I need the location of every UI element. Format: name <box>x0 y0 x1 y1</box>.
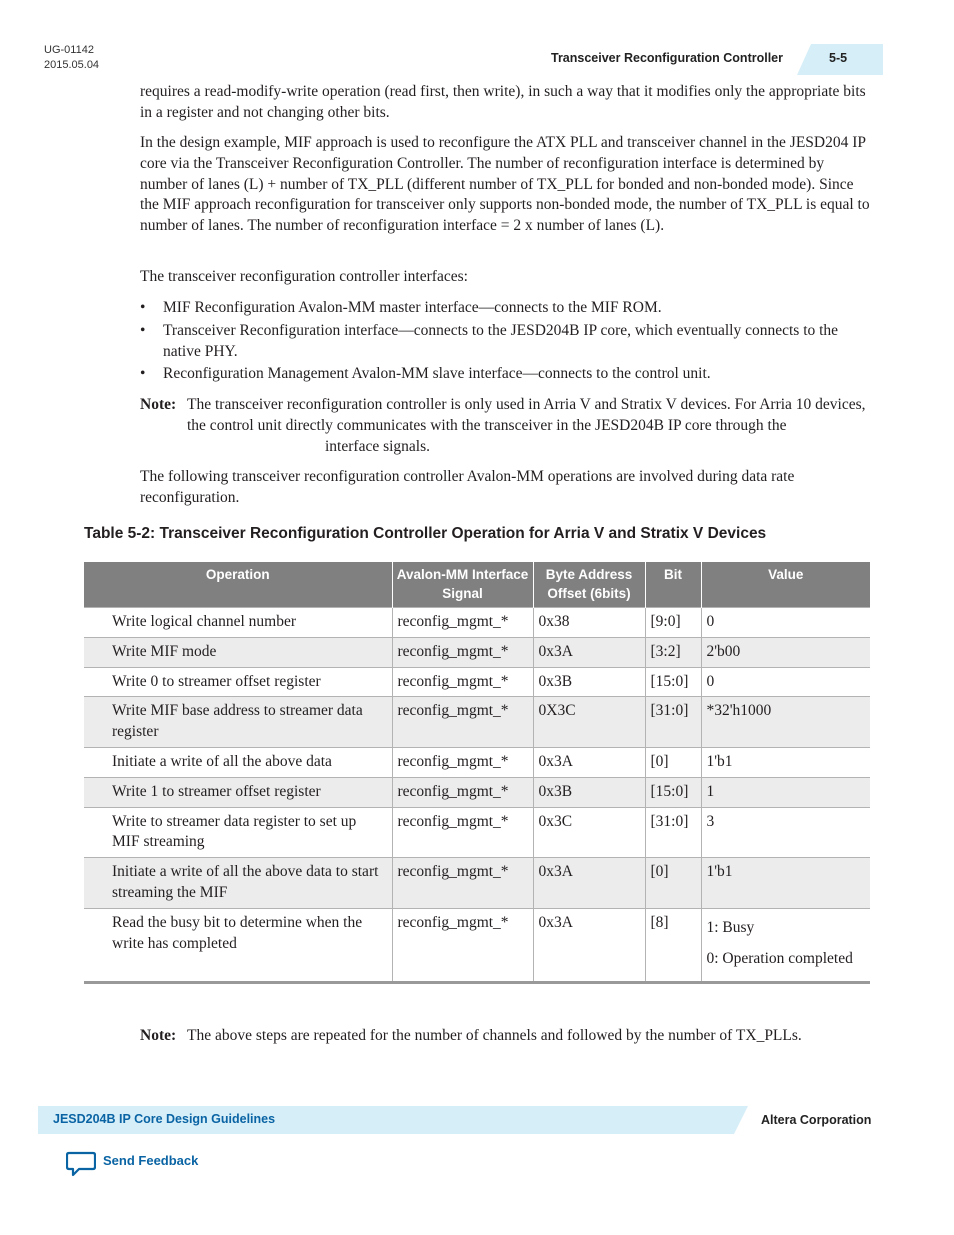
note-2 <box>140 1026 872 1047</box>
cell-operation: Write to streamer data register to set up MIF streaming <box>84 807 392 858</box>
send-feedback-link[interactable]: Send Feedback <box>103 1153 199 1168</box>
header-value: Value <box>701 562 870 608</box>
cell-bit: [15:0] <box>645 667 701 697</box>
header-bit: Bit <box>645 562 701 608</box>
note-label: Note: <box>140 396 177 413</box>
note-tail: interface signals. <box>325 437 431 455</box>
cell-bit: [0] <box>645 858 701 909</box>
cell-signal: reconfig_mgmt_* <box>392 777 533 807</box>
list-item <box>140 298 872 319</box>
page-number: 5-5 <box>829 51 848 65</box>
cell-operation: Write MIF mode <box>84 637 392 667</box>
cell-offset: 0x3A <box>533 637 645 667</box>
cell-bit: [0] <box>645 747 701 777</box>
cell-signal: reconfig_mgmt_* <box>392 667 533 697</box>
bullet-mark: • <box>140 299 146 316</box>
cell-bit: [9:0] <box>645 608 701 638</box>
cell-offset: 0x3A <box>533 747 645 777</box>
note-label: Note: <box>140 1027 177 1044</box>
cell-offset: 0x3C <box>533 807 645 858</box>
paragraph-3: The transceiver reconfiguration controller interfaces: <box>140 268 468 285</box>
header-offset: Byte Address Offset (6bits) <box>533 562 645 608</box>
list-item <box>140 321 872 363</box>
note-text: The above steps are repeated for the number of channels and followed by the number of TX_PLLs. <box>187 1027 802 1044</box>
cell-operation: Write MIF base address to streamer data register <box>84 697 392 748</box>
cell-signal: reconfig_mgmt_* <box>392 697 533 748</box>
cell-offset: 0x3A <box>533 858 645 909</box>
paragraph-2: In the design example, MIF approach is used to reconfigure the ATX PLL and transceiver channel in the JESD204 IP core via the Transceiver Reconfiguration Controller. The number of reconfiguration interface is determined by number of lanes (L) + number of TX_PLL (different number of TX_PLL for bonded and non-bonded mode). Since the MIF approach reconfiguration for transceiver only supports non-bonded mode, the number of TX_PLL is equal to number of lanes. The number of reconfiguration interface = 2 x number of lanes (L). <box>140 134 870 235</box>
speech-bubble-icon[interactable] <box>66 1151 96 1177</box>
list-item <box>140 364 872 385</box>
cell-value: *32'h1000 <box>701 697 870 748</box>
header-signal: Avalon-MM Interface Signal <box>392 562 533 608</box>
list-item-text: Reconfiguration Management Avalon-MM slave interface—connects to the control unit. <box>163 365 711 382</box>
cell-operation: Write logical channel number <box>84 608 392 638</box>
cell-offset: 0x3A <box>533 908 645 983</box>
table-row <box>84 637 870 667</box>
cell-operation: Write 1 to streamer offset register <box>84 777 392 807</box>
cell-operation: Write 0 to streamer offset register <box>84 667 392 697</box>
cell-signal: reconfig_mgmt_* <box>392 858 533 909</box>
table-row <box>84 608 870 638</box>
table-row <box>84 697 870 748</box>
table-row <box>84 807 870 858</box>
cell-signal: reconfig_mgmt_* <box>392 807 533 858</box>
cell-bit: [15:0] <box>645 777 701 807</box>
cell-operation: Read the busy bit to determine when the write has completed <box>84 908 392 983</box>
cell-signal: reconfig_mgmt_* <box>392 637 533 667</box>
note-text: The transceiver reconfiguration controller is only used in Arria V and Stratix V devices. For Arria 10 devices, the control unit directly communicates with the transceiver in the JESD204B IP core <box>187 396 866 434</box>
paragraph-1: requires a read-modify-write operation (read first, then write), in such a way that it modifies only the appropriate bits in a register and not changing other bits. <box>140 83 866 121</box>
table-row <box>84 777 870 807</box>
cell-bit: [8] <box>645 908 701 983</box>
cell-signal: reconfig_mgmt_* <box>392 747 533 777</box>
bullet-mark: • <box>140 365 146 382</box>
cell-operation: Initiate a write of all the above data to start streaming the MIF <box>84 858 392 909</box>
table-row <box>84 858 870 909</box>
cell-offset: 0X3C <box>533 697 645 748</box>
cell-bit: [31:0] <box>645 807 701 858</box>
cell-offset: 0x3B <box>533 777 645 807</box>
document-id <box>44 43 99 73</box>
cell-offset: 0x3B <box>533 667 645 697</box>
operations-table <box>84 562 870 984</box>
cell-value: 3 <box>701 807 870 858</box>
list-item-text: MIF Reconfiguration Avalon-MM master interface—connects to the MIF ROM. <box>163 299 662 316</box>
paragraph-4: The following transceiver reconfiguration controller Avalon-MM operations are involved during data rate reconfiguration. <box>140 468 795 506</box>
cell-value: 1'b1 <box>701 858 870 909</box>
header-operation: Operation <box>84 562 392 608</box>
doc-date: 2015.05.04 <box>44 59 100 71</box>
cell-value <box>701 908 870 983</box>
table-header-row <box>84 562 870 608</box>
cell-value: 0 <box>701 608 870 638</box>
table-row <box>84 747 870 777</box>
section-title: Transceiver Reconfiguration Controller <box>551 51 783 65</box>
cell-value: 1 <box>701 777 870 807</box>
cell-bit: [3:2] <box>645 637 701 667</box>
doc-number: UG-01142 <box>44 44 94 56</box>
table-row <box>84 667 870 697</box>
table-row <box>84 908 870 983</box>
cell-bit: [31:0] <box>645 697 701 748</box>
cell-signal: reconfig_mgmt_* <box>392 908 533 983</box>
list-item-text: Transceiver Reconfiguration interface—connects to the JESD204B IP core, which eventually connects to the native PHY. <box>163 322 839 360</box>
note-through: through the <box>715 416 787 434</box>
cell-value: 2'b00 <box>701 637 870 667</box>
footer-company: Altera Corporation <box>761 1113 872 1127</box>
cell-value: 1'b1 <box>701 747 870 777</box>
table-caption: Table 5-2: Transceiver Reconfiguration Controller Operation for Arria V and Stratix V Devices <box>84 525 767 542</box>
cell-signal: reconfig_mgmt_* <box>392 608 533 638</box>
note-1 <box>140 395 872 457</box>
footer-doc-title[interactable]: JESD204B IP Core Design Guidelines <box>53 1112 276 1126</box>
value-completed: 0: Operation completed <box>706 949 853 967</box>
value-busy: 1: Busy <box>706 918 755 936</box>
cell-offset: 0x38 <box>533 608 645 638</box>
cell-operation: Initiate a write of all the above data <box>84 747 392 777</box>
cell-value: 0 <box>701 667 870 697</box>
bullet-mark: • <box>140 322 146 339</box>
